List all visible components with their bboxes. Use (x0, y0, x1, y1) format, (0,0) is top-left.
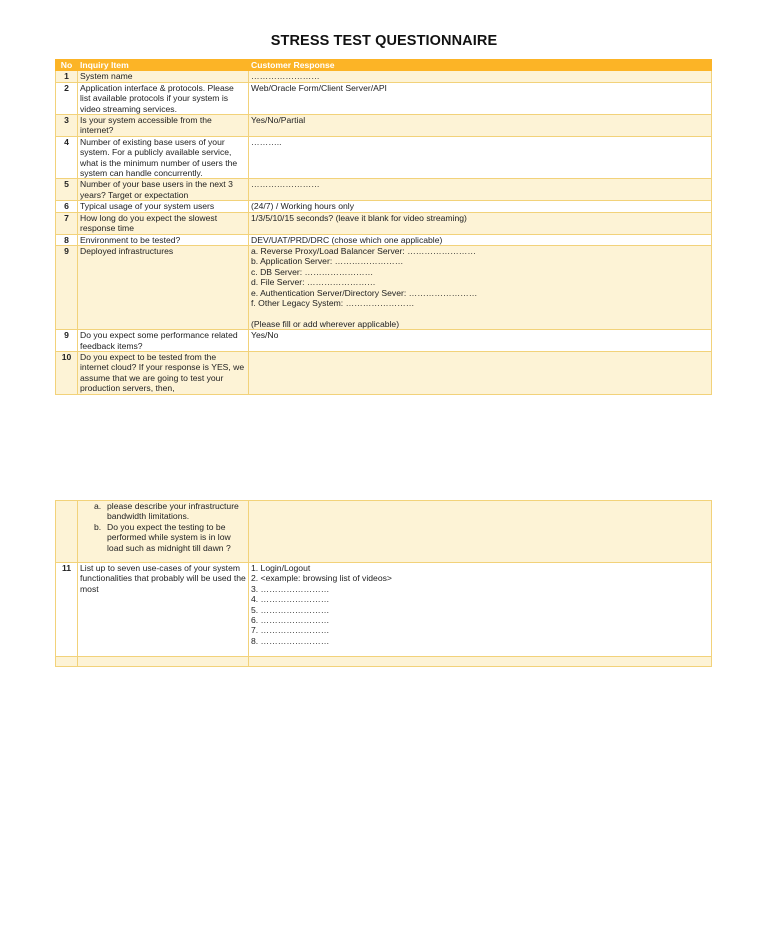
row-inquiry (78, 501, 249, 563)
row-response: ……….. (249, 136, 712, 179)
table-row-empty (56, 657, 712, 667)
row-no: 4 (56, 136, 78, 179)
row-inquiry: Number of your base users in the next 3 years? Target or expectation (78, 179, 249, 201)
row-response: Web/Oracle Form/Client Server/API (249, 82, 712, 114)
row-inquiry: Is your system accessible from the internet? (78, 115, 249, 137)
header-response: Customer Response (249, 60, 712, 71)
table-row (56, 115, 712, 137)
row-response (249, 501, 712, 563)
row-no: 6 (56, 201, 78, 212)
row-inquiry: Deployed infrastructures (78, 245, 249, 329)
use-case-list (251, 563, 709, 646)
row-response: Yes/No/Partial (249, 115, 712, 137)
subitem (94, 501, 246, 522)
row-inquiry: Do you expect some performance related feedback items? (78, 330, 249, 352)
table-row (56, 82, 712, 114)
questionnaire-table (55, 59, 712, 395)
table-row-continuation (56, 501, 712, 563)
subitem-text: please describe your infrastructure bandwidth limitations. (107, 501, 239, 522)
subitem-marker: b. (94, 521, 102, 532)
use-case-item: 7. …………………… (251, 625, 330, 636)
table-row (56, 71, 712, 82)
row-response: …………………… (249, 179, 712, 201)
infrastructure-item: c. DB Server: …………………… (251, 266, 374, 277)
infrastructure-item: d. File Server: …………………… (251, 277, 376, 288)
subitem-text: Do you expect the testing to be performed while system is in low load such as midnight till dawn ? (107, 521, 231, 553)
row-no: 2 (56, 82, 78, 114)
questionnaire-table-continued (55, 500, 712, 667)
infrastructure-item: f. Other Legacy System: …………………… (251, 297, 415, 308)
row-response: …………………… (249, 71, 712, 82)
table-row (56, 351, 712, 394)
infrastructure-item: e. Authentication Server/Directory Sever: …………………… (251, 287, 478, 298)
table-row (56, 563, 712, 657)
row-inquiry: System name (78, 71, 249, 82)
use-case-item: 5. …………………… (251, 604, 330, 615)
row-response: DEV/UAT/PRD/DRC (chose which one applicable) (249, 234, 712, 245)
row-response (249, 563, 712, 657)
row-inquiry: Application interface & protocols. Please list available protocols if your system is video streaming services. (78, 82, 249, 114)
row-no: 3 (56, 115, 78, 137)
row-no: 9 (56, 330, 78, 352)
row-response: Yes/No (249, 330, 712, 352)
header-no: No (56, 60, 78, 71)
blank-line (251, 308, 709, 318)
subitem-list (80, 501, 246, 553)
row-no: 9 (56, 245, 78, 329)
use-case-item: 8. …………………… (251, 635, 330, 646)
table-row (56, 330, 712, 352)
subitem-marker: a. (94, 501, 102, 511)
use-case-item: 6. …………………… (251, 615, 330, 626)
row-inquiry: Do you expect to be tested from the internet cloud? If your response is YES, we assume that we are going to test your production servers, then, (78, 351, 249, 394)
row-inquiry: How long do you expect the slowest response time (78, 212, 249, 234)
infrastructure-item: b. Application Server: …………………… (251, 256, 404, 267)
use-case-item: 1. Login/Logout (251, 563, 311, 573)
header-inquiry: Inquiry Item (78, 60, 249, 71)
row-response (249, 351, 712, 394)
row-no: 5 (56, 179, 78, 201)
row-inquiry: Typical usage of your system users (78, 201, 249, 212)
row-no: 1 (56, 71, 78, 82)
infrastructure-item: a. Reverse Proxy/Load Balancer Server: …………………… (251, 245, 476, 256)
row-no: 11 (56, 563, 78, 657)
document-title: STRESS TEST QUESTIONNAIRE (270, 33, 498, 49)
table-row (56, 245, 712, 329)
use-case-item: 3. …………………… (251, 583, 330, 594)
use-case-item: 2. <example: browsing list of videos> (251, 573, 392, 584)
row-no: 10 (56, 351, 78, 394)
use-case-item: 4. …………………… (251, 594, 330, 605)
table-row (56, 212, 712, 234)
row-no: 8 (56, 234, 78, 245)
row-response: 1/3/5/10/15 seconds? (leave it blank for video streaming) (249, 212, 712, 234)
table-row (56, 179, 712, 201)
subitem (94, 522, 246, 553)
row-inquiry: Number of existing base users of your system. For a publicly available service, what is the minimum number of users the system can handle concurrently. (78, 136, 249, 179)
row-response: (24/7) / Working hours only (249, 201, 712, 212)
row-inquiry (78, 657, 249, 667)
row-inquiry: List up to seven use-cases of your system functionalities that probably will be used the most (78, 563, 249, 657)
table-row (56, 201, 712, 212)
row-no (56, 657, 78, 667)
table-row (56, 136, 712, 179)
row-no: 7 (56, 212, 78, 234)
infrastructure-note: (Please fill or add wherever applicable) (251, 318, 400, 329)
infrastructure-list (251, 246, 709, 329)
table-header-row (56, 60, 712, 71)
row-response (249, 245, 712, 329)
table-row (56, 234, 712, 245)
row-inquiry: Environment to be tested? (78, 234, 249, 245)
row-no (56, 501, 78, 563)
row-response (249, 657, 712, 667)
